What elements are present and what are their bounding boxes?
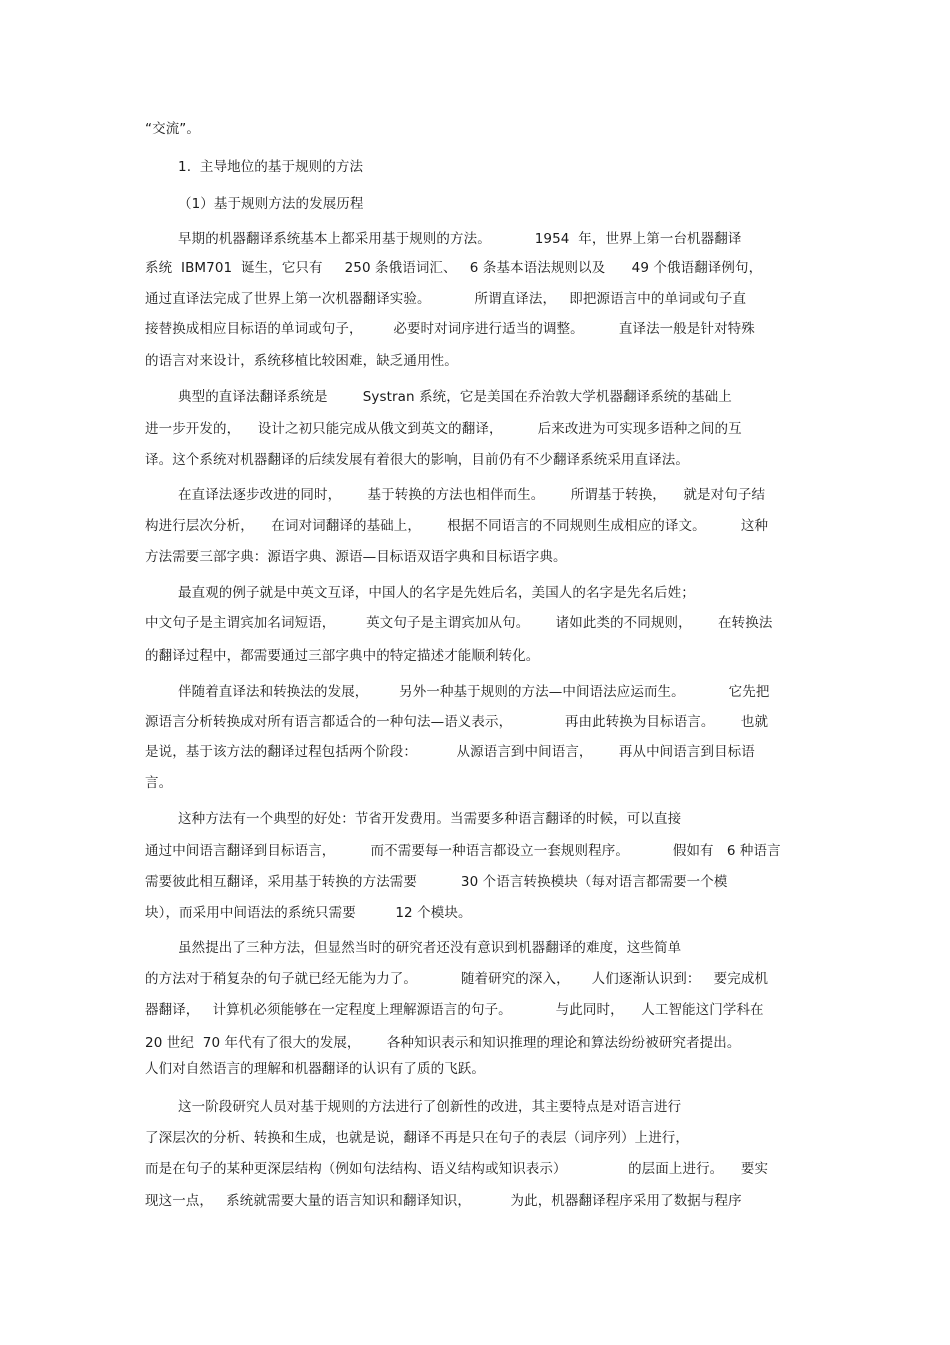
text-line: 20 世纪 70 年代有了很大的发展， 各种知识表示和知识推理的理论和算法纷纷被研究者提出。 (145, 1035, 741, 1051)
text-line: 而是在句子的某种更深层结构（例如句法结构、语义结构或知识表示） 的层面上进行。 要实 (145, 1161, 769, 1177)
section-heading: 1. 主导地位的基于规则的方法 (178, 159, 364, 175)
text-line: 在直译法逐步改进的同时， 基于转换的方法也相伴而生。 所谓基于转换， 就是对句子结 (178, 487, 766, 503)
text-line: 方法需要三部字典：源语字典、源语—目标语双语字典和目标语字典。 (145, 549, 567, 565)
text-line: 早期的机器翻译系统基本上都采用基于规则的方法。 1954 年，世界上第一台机器翻译 (178, 231, 742, 247)
text-line: 这一阶段研究人员对基于规则的方法进行了创新性的改进，其主要特点是对语言进行 (178, 1099, 682, 1115)
text-line: 了深层次的分析、转换和生成，也就是说，翻译不再是只在句子的表层（词序列）上进行， (145, 1130, 689, 1146)
subsection-heading: （1）基于规则方法的发展历程 (178, 196, 364, 212)
text-line: 进一步开发的， 设计之初只能完成从俄文到英文的翻译， 后来改进为可实现多语种之间的互 (145, 421, 742, 437)
text-line: 的翻译过程中，都需要通过三部字典中的特定描述才能顺利转化。 (145, 648, 540, 664)
text-line: “交流”。 (145, 121, 200, 137)
text-line: 典型的直译法翻译系统是 Systran 系统，它是美国在乔治敦大学机器翻译系统的基础上 (178, 389, 732, 405)
text-line: 的方法对于稍复杂的句子就已经无能为力了。 随着研究的深入， 人们逐渐认识到： 要完成机 (145, 971, 769, 987)
text-line: 通过中间语言翻译到目标语言， 而不需要每一种语言都设立一套规则程序。 假如有 6 种语言 (145, 843, 781, 859)
text-line: 通过直译法完成了世界上第一次机器翻译实验。 所谓直译法， 即把源语言中的单词或句子直 (145, 291, 747, 307)
text-line: 这种方法有一个典型的好处：节省开发费用。当需要多种语言翻译的时候，可以直接 (178, 811, 682, 827)
text-line: 源语言分析转换成对所有语言都适合的一种句法—语义表示， 再由此转换为目标语言。 也就 (145, 714, 769, 730)
text-line: 人们对自然语言的理解和机器翻译的认识有了质的飞跃。 (145, 1061, 485, 1077)
text-line: 接替换成相应目标语的单词或句子， 必要时对词序进行适当的调整。 直译法一般是针对特殊 (145, 321, 755, 337)
text-line: 器翻译， 计算机必须能够在一定程度上理解源语言的句子。 与此同时， 人工智能这门学科在 (145, 1002, 764, 1018)
text-line: 现这一点， 系统就需要大量的语言知识和翻译知识， 为此，机器翻译程序采用了数据与程序 (145, 1193, 742, 1209)
text-line: 译。这个系统对机器翻译的后续发展有着很大的影响，目前仍有不少翻译系统采用直译法。 (145, 452, 689, 468)
text-line: 虽然提出了三种方法，但显然当时的研究者还没有意识到机器翻译的难度，这些简单 (178, 940, 682, 956)
text-line: 的语言对来设计，系统移植比较困难，缺乏通用性。 (145, 353, 458, 369)
text-line: 言。 (145, 775, 173, 791)
text-line: 是说，基于该方法的翻译过程包括两个阶段： 从源语言到中间语言， 再从中间语言到目标语 (145, 744, 755, 760)
text-line: 伴随着直译法和转换法的发展， 另外一种基于规则的方法—中间语法应运而生。 它先把 (178, 684, 770, 700)
text-line: 需要彼此相互翻译，采用基于转换的方法需要 30 个语言转换模块（每对语言都需要一个模 (145, 874, 728, 890)
text-line: 块），而采用中间语法的系统只需要 12 个模块。 (145, 905, 472, 921)
text-line: 最直观的例子就是中英文互译，中国人的名字是先姓后名，美国人的名字是先名后姓； (178, 585, 695, 601)
text-line: 中文句子是主谓宾加名词短语， 英文句子是主谓宾加从句。 诸如此类的不同规则， 在转换法 (145, 615, 773, 631)
text-line: 系统 IBM701 诞生，它只有 250 条俄语词汇、 6 条基本语法规则以及 49 个俄语翻译例句， (145, 260, 763, 276)
text-line: 构进行层次分析， 在词对词翻译的基础上， 根据不同语言的不同规则生成相应的译文。 这种 (145, 518, 769, 534)
